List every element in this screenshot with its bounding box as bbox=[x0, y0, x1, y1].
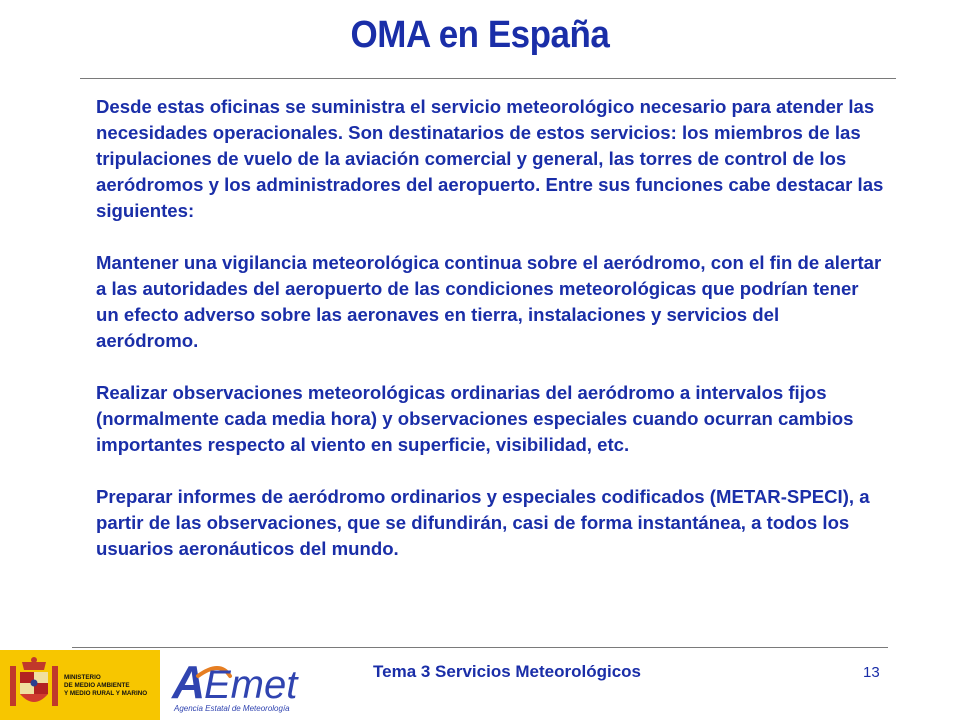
svg-text:A: A bbox=[172, 656, 206, 708]
footer-divider bbox=[72, 647, 888, 648]
title-divider bbox=[80, 78, 896, 79]
svg-text:Emet: Emet bbox=[204, 663, 298, 707]
footer-title: Tema 3 Servicios Meteorológicos bbox=[373, 662, 641, 681]
paragraph-intro: Desde estas oficinas se suministra el servicio meteorológico necesario para atender las necesidades operacionales. Son destinatarios de estos servicios: los miembros de las tripulaciones de vuelo de la aviación comercial y general, las torres de control de los aeródromos y los administradores del aeropuerto. Entre sus funciones cabe destacar las siguientes: bbox=[96, 96, 884, 221]
aemet-subtitle: Agencia Estatal de Meteorología bbox=[174, 704, 290, 713]
slide-title: OMA en España bbox=[350, 14, 610, 56]
page-number: 13 bbox=[863, 664, 880, 681]
paragraph-observaciones: Realizar observaciones meteorológicas ordinarias del aeródromo a intervalos fijos (normalmente cada media hora) y observaciones especiales cuando ocurran cambios importantes respecto al viento en superficie, visibilidad, etc. bbox=[96, 382, 854, 455]
coat-of-arms-icon bbox=[10, 656, 58, 714]
paragraph-informes: Preparar informes de aeródromo ordinarios y especiales codificados (METAR-SPECI), a partir de las observaciones, que se difundirán, casi de forma instantánea, a todos los usuarios aeronáuticos del mundo. bbox=[96, 486, 870, 559]
paragraph-vigilancia: Mantener una vigilancia meteorológica continua sobre el aeródromo, con el fin de alertar a las autoridades del aeropuerto de las condiciones meteorológicas que podrían tener un efecto adverso sobre las aeronaves en tierra, instalaciones y servicios del aeródromo. bbox=[96, 252, 882, 351]
slide-body bbox=[96, 94, 886, 588]
ministry-name: MINISTERIO DE MEDIO AMBIENTE Y MEDIO RURAL Y MARINO bbox=[64, 674, 148, 697]
ministry-logo bbox=[0, 650, 160, 720]
